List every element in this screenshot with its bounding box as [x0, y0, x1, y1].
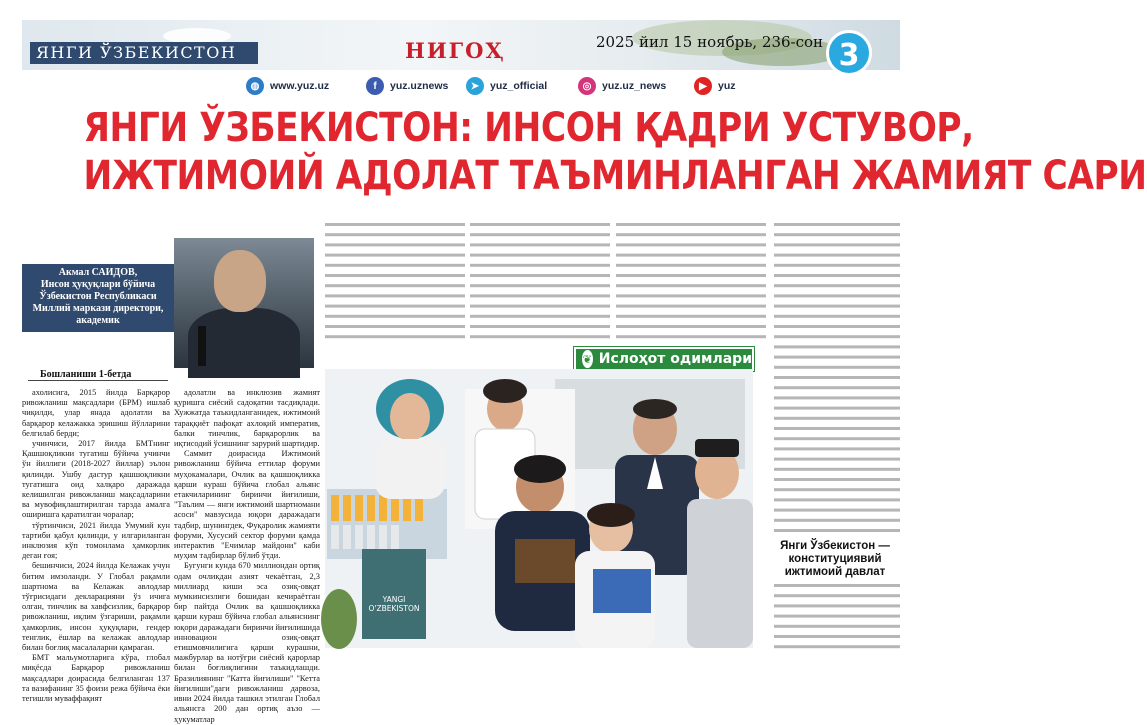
book-cover-title: YANGI O'ZBEKISTON: [368, 595, 420, 613]
author-title-line: Ўзбекистон Республикаси: [39, 291, 157, 302]
globe-icon: ◍: [246, 77, 264, 95]
headline-line-2: ИЖТИМОИЙ АДОЛАТ ТАЪМИНЛАНГАН ЖАМИЯТ САРИ: [83, 153, 1147, 199]
leaf-icon: ❦: [582, 350, 593, 368]
photo-collage: [325, 369, 753, 648]
issue-date: 2025 йил 15 ноябрь, 236-сон: [596, 33, 824, 51]
social-link-youtube[interactable]: [694, 76, 736, 96]
author-photo: [174, 238, 314, 368]
section-name: НИГОҲ: [405, 38, 506, 63]
byline-divider: [28, 380, 168, 381]
book-cover: [362, 549, 426, 639]
continued-from-link[interactable]: Бошланиши 1-бетда: [40, 369, 132, 380]
author-name: Акмал САИДОВ,: [58, 267, 138, 278]
headline-line-1: ЯНГИ ЎЗБЕКИСТОН: ИНСОН ҚАДРИ УСТУВОР,: [83, 105, 974, 151]
author-title-line: академик: [76, 315, 120, 326]
author-caption: [22, 264, 174, 332]
paragraph: адолатли ва инклюзив жамият қуришга сиёсий садоқатни тасдиқлади. Хужжатда таъкидланганидек, ижтимоий тараққиёт пафоқат ахлоқий императив, балки тинчлик, барқарорлик ва иқтисодий ўсишнинг зарурий шартидир.: [174, 388, 320, 449]
youtube-icon: ▶: [694, 77, 712, 95]
newspaper-logo[interactable]: ЯНГИ ЎЗБЕКИСТОН: [36, 43, 237, 62]
instagram-icon: ◎: [578, 77, 596, 95]
social-link-instagram[interactable]: [578, 76, 666, 96]
article-column-1: [22, 388, 170, 704]
banner-label: Ислоҳот одимлари: [598, 351, 752, 367]
paragraph: ахолисига, 2015 йилда Барқарор ривожланиш мақсадлари (БРМ) ишлаб чиқилди, улар янада адолатли ва барқарор келажакка эришиш йўлларини белгилаб берди;: [22, 388, 170, 438]
main-headline: [83, 104, 1147, 216]
paragraph: учинчиси, 2017 йилда БМТнинг Қашшоқликни тугатиш бўйича учинчи ўн йиллиги (2018-2027 йиллар) эълон қилинди. Ушбу дастур қашшоқликни тугатишга оид халқаро даражада келишилган ривожланиш мақсадларини ва мувофиқлаштирилган тарзда амалга оширишга қаратилган чоралар;: [22, 439, 170, 520]
page-number-badge: 3: [826, 30, 872, 76]
author-title-line: Инсон ҳуқуқлари бўйича: [40, 279, 156, 290]
author-title-line: Миллий маркази директори,: [32, 303, 164, 314]
article-column-2: [174, 388, 320, 724]
section-banner: [574, 347, 754, 371]
social-label: yuz: [718, 80, 736, 92]
social-label: yuz.uznews: [390, 80, 449, 92]
social-label: www.yuz.uz: [270, 80, 330, 92]
social-label: yuz_official: [490, 80, 548, 92]
social-link-facebook[interactable]: [366, 76, 448, 96]
paragraph: бешинчиси, 2024 йилда Келажак учун битим имзоланди. У Глобал рақамли шартнома ва Келажак авлодлар тўғрисидаги декларацияни ўз ичига олган, тинчлик ва хавфсизлик, барқарор ривожланиш, иқлим ўзгариши, рақамли ҳамкорлик, инсон ҳуқуқлари, гендер тенглик, ёшлар ва келажак авлодлар билан боғлиқ масалаларни қамраган.: [22, 561, 170, 653]
social-link-website[interactable]: [246, 76, 329, 96]
paragraph: тўртинчиси, 2021 йилда Умумий кун тартиби қабул қилинди, у илгариланган инклюзия кўп томонлама ҳамкорлик деган ғоя;: [22, 520, 170, 561]
telegram-icon: ➤: [466, 77, 484, 95]
social-link-telegram[interactable]: [466, 76, 547, 96]
paragraph: Саммит доирасида Ижтимоий ривожланиш бўйича еттилар форуми муҳокамалари, Очлик ва қашшоқликка қарши кураш бўйича глобал альянс етакчиларининг биринчи йиғилиши, "Таълим — янги ижтимоий шартномани асоси" мавзусида юқори даражадаги тадбир, шунингдек, Фуқаролик жамияти форуми, Хусусий сектор форуми қамда интерактив "Ечимлар майдони" каби муҳим тадбирлар бўлиб ўтди.: [174, 449, 320, 561]
right-column-subheading: Янги Ўзбекистон — конституциявий ижтимоий давлат: [780, 540, 890, 578]
social-links-bar: [230, 76, 830, 96]
facebook-icon: f: [366, 77, 384, 95]
paragraph: БМТ мальумотларига кўра, глобал миқёсда Барқарор ривожланиш мақсадлари доирасида белгиланган 137 та вазифанинг 35 фоизи режа бўйича ёки тегишли муваффақият: [22, 653, 170, 704]
masthead: [22, 20, 900, 70]
paragraph: Бугунги кунда 670 миллиондан ортиқ одам очликдан азият чекаётган, 2,3 миллиард киши эса озиқ-овқат мумкинсизлиги бошидан кечираётган бир пайтда Очлик ва қашшоқликка қарши кураш бўйича глобал альянснинг юқори даражадаги биринчи йиғилишида инновацион озиқ-овқат етишмовчилигига қарши курашни, мажбурлар ва нотўғри сиёсий қарорлар билан боғлиқлигини таъкидлашди. Бразилиянинг "Катта йиғилиши" "Кетта йиғилиши"даги ривожланиш дарвоза, ивни 2024 йилда ташкил этилган Глобал альянсга 200 дан ортиқ аъзо — ҳукуматлар: [174, 561, 320, 724]
social-label: yuz.uz_news: [602, 80, 667, 92]
